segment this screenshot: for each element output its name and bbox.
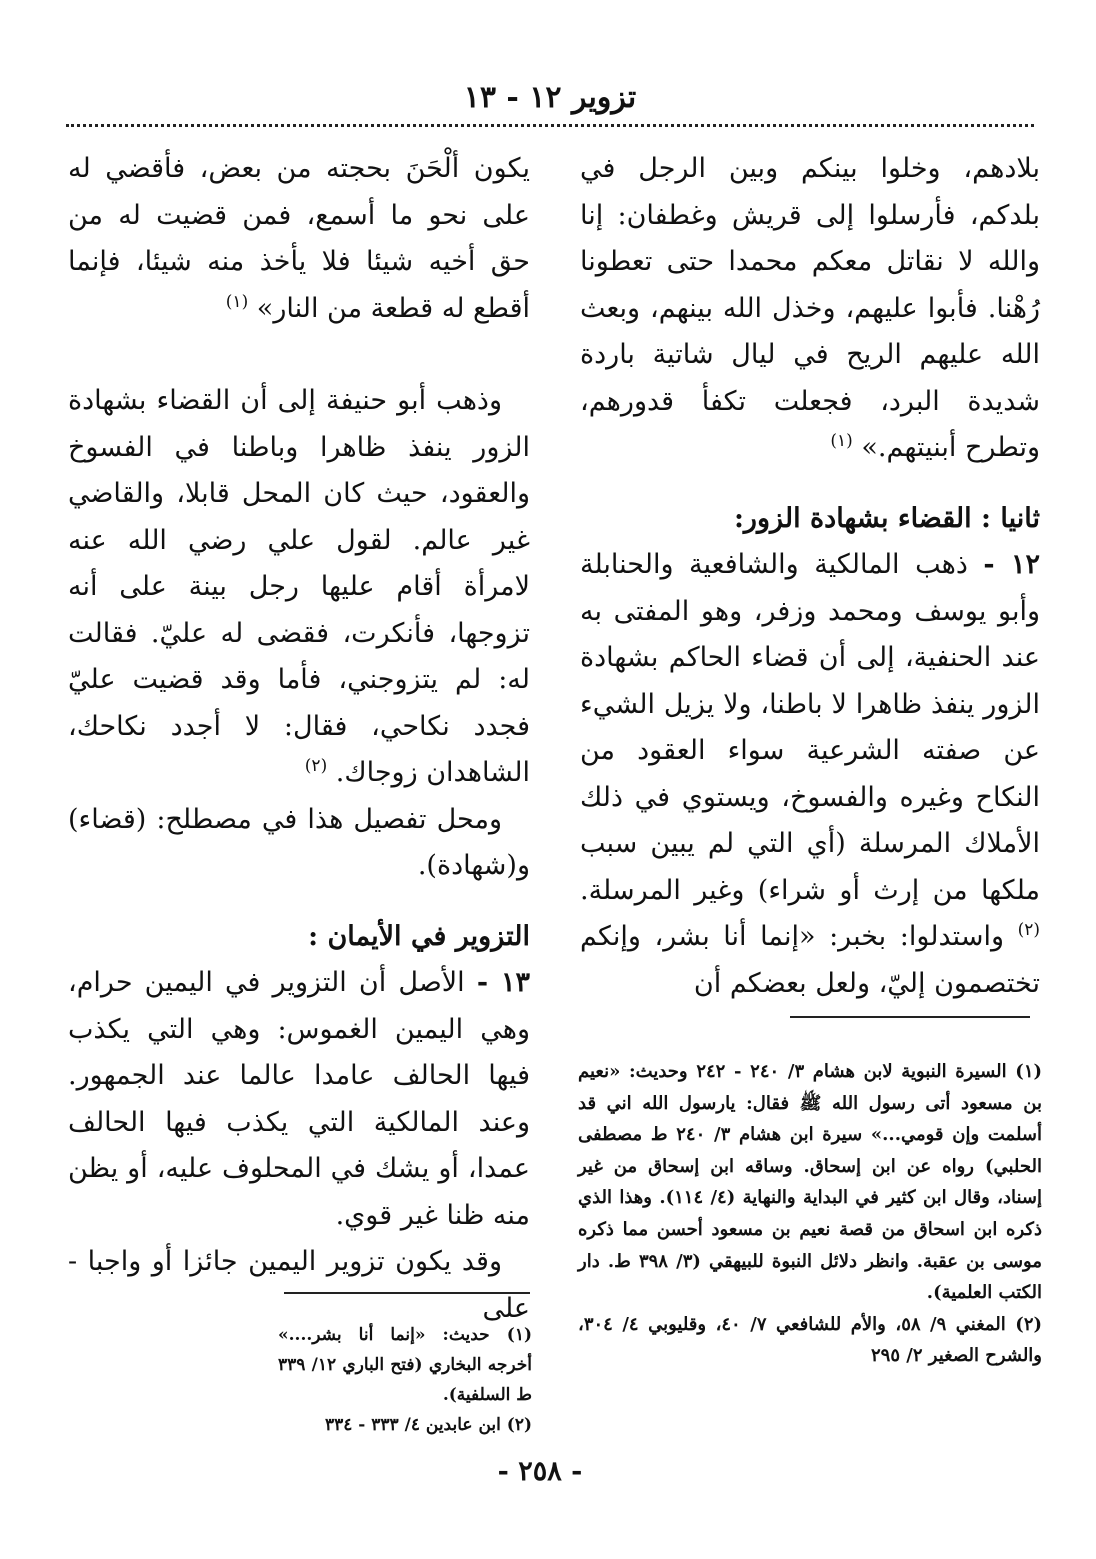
footnote-ref: (١) [830, 431, 853, 451]
left-paragraph-5: وقد يكون تزوير اليمين جائزا أو واجبا - على [68, 1246, 530, 1324]
left-paragraph-1 [68, 146, 530, 332]
footnote-ref: (٢) [304, 756, 328, 776]
header-dotted-rule [66, 124, 1034, 127]
footnote-left-1: (١) حديث: «إنما أنا بشر....» أخرجه البخاري (فتح الباري ١٢/ ٣٣٩ ط السلفية). [278, 1325, 532, 1405]
footnotes-right [578, 1056, 1042, 1372]
right-paragraph-1 [580, 146, 1040, 472]
footnote-ref: (١) [225, 291, 249, 312]
footnote-right-1: (١) السيرة النبوية لابن هشام ٣/ ٢٤٠ - ٢٤٢ وحديث: «نعيم بن مسعود أتى رسول الله ﷺ فقال: يارسول الله اني قد أسلمت وإن قومي...» سيرة ابن هشام ٣/ ٢٤٠ ط مصطفى الحلبي) رواه عن ابن إسحاق. وساقه ابن إسحاق من غير إسناد، وقال ابن كثير في البداية والنهاية (٤/ ١١٤). وهذا الذي ذكره ابن اسحاق من قصة نعيم بن مسعود أحسن مما ذكره موسى بن عقبة. وانظر دلائل النبوة للبيهقي (٣/ ٣٩٨ ط. دار الكتب العلمية). [578, 1061, 1043, 1304]
right-paragraph-2-text: ذهب المالكية والشافعية والحنابلة وأبو يوسف ومحمد وزفر، وهو المفتى به عند الحنفية، إلى أن قضاء الحاكم بشهادة الزور ينفذ ظاهرا لا باطنا، ولا يزيل الشيء عن صفته الشرعية سواء العقود من النكاح وغيره والفسوخ، ويستوي في ذلك الأملاك المرسلة (أي التي لم يبين سبب ملكها من إرث أو شراء) وغير المرسلة. [580, 549, 1040, 906]
page-header: تزوير ١٢ - ١٣ [463, 80, 637, 115]
section-heading-left: التزوير في الأيمان : [308, 920, 530, 952]
right-paragraph-2 [580, 542, 1040, 1007]
paragraph-number: ١٣ - [476, 967, 531, 998]
page-number: - ٢٥٨ - [497, 1456, 583, 1487]
footnote-right-2: (٢) المغني ٩/ ٥٨، والأم للشافعي ٧/ ٤٠، وقليوبي ٤/ ٣٠٤، والشرح الصغير ٢/ ٢٩٥ [578, 1313, 1043, 1367]
paragraph-number: ١٢ - [983, 549, 1040, 580]
left-paragraph-1-text: يكون ألْحَنَ بحجته من بعض، فأقضي له على نحو ما أسمع، فمن قضيت له من حق أخيه شيئا فلا يأخذ منه شيئا، فإنما أقطع له قطعة من النار» [68, 153, 530, 324]
left-column [68, 146, 530, 1332]
right-paragraph-2-end: واستدلوا: بخبر: «إنما أنا بشر، وإنكم تختصمون إليّ، ولعل بعضكم أن [580, 921, 1040, 999]
footnotes-left [278, 1320, 532, 1440]
right-paragraph-1-text: بلادهم، وخلوا بينكم وبين الرجل في بلدكم، فأرسلوا إلى قريش وغطفان: إنا والله لا نقاتل معكم محمدا حتى تعطونا رُهْنا. فأبوا عليهم، وخذل الله بينهم، وبعث الله عليهم الريح في ليال شاتية باردة شديدة البرد، فجعلت تكفأ قدورهم، وتطرح أبنيتهم.» [580, 153, 1040, 463]
footnote-separator-right [790, 1016, 1030, 1018]
section-heading-right: ثانيا : القضاء بشهادة الزور: [733, 502, 1040, 534]
left-paragraph-2 [68, 378, 530, 797]
right-column [580, 146, 1040, 1007]
footnote-separator-left [284, 1292, 530, 1294]
footnote-left-2: (٢) ابن عابدين ٤/ ٣٣٣ - ٣٣٤ [324, 1415, 532, 1435]
footnote-ref: (٢) [1017, 920, 1040, 940]
left-paragraph-4 [68, 960, 530, 1239]
left-paragraph-4-text: الأصل أن التزوير في اليمين حرام، وهي اليمين الغموس: وهي التي يكذب فيها الحالف عامدا عالما عند الجمهور. وعند المالكية التي يكذب فيها الحالف عمدا، أو يشك في المحلوف عليه، أو يظن منه ظنا غير قوي. [68, 967, 530, 1231]
left-paragraph-3: ومحل تفصيل هذا في مصطلح: (قضاء) و(شهادة). [68, 803, 530, 881]
left-paragraph-2-text: وذهب أبو حنيفة إلى أن القضاء بشهادة الزور ينفذ ظاهرا وباطنا في الفسوخ والعقود، حيث كان المحل قابلا، والقاضي غير عالم. لقول علي رضي الله عنه لامرأة أقام عليها رجل بينة على أنه تزوجها، فأنكرت، فقضى له عليّ. فقالت له: لم يتزوجني، فأما وقد قضيت عليّ فجدد نكاحي، فقال: لا أجدد نكاحك، الشاهدان زوجاك. [68, 385, 530, 788]
